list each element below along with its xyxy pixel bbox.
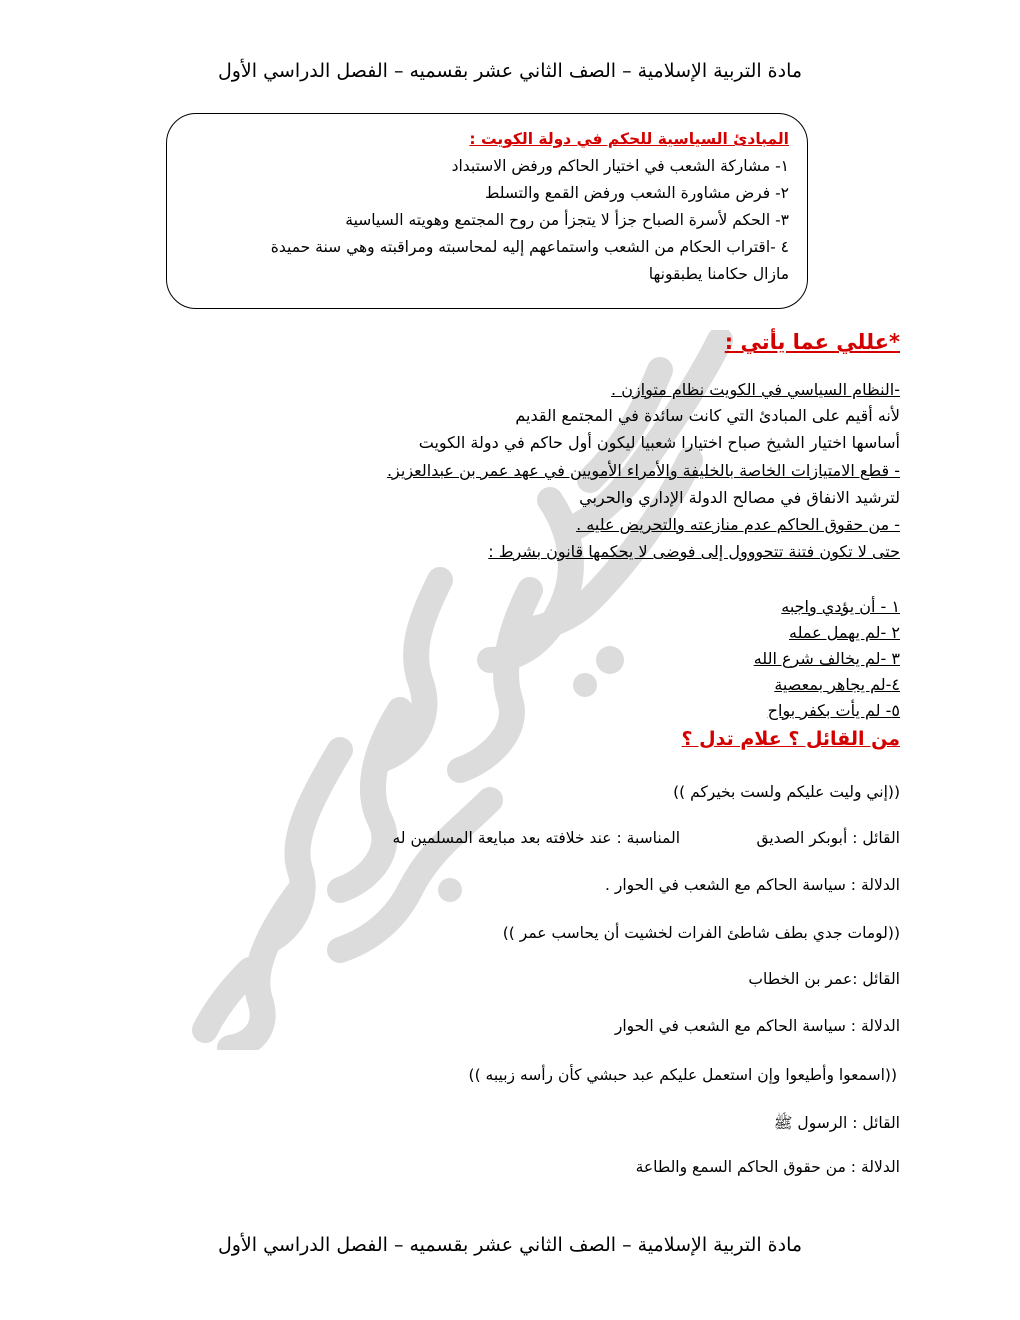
condition-item: ٥- لم يأت بكفر بواح: [767, 701, 900, 720]
explain-line: - من حقوق الحاكم عدم منازعته والتحريض عليه .: [576, 515, 900, 534]
explain-line: أساسها اختيار الشيخ صباح اختيارا شعبيا ليكون أول حاكم في دولة الكويت: [418, 433, 900, 452]
principles-box-content: [181, 126, 789, 288]
explain-line: لأنه أقيم على المبادئ التي كانت سائدة في المجتمع القديم: [515, 406, 900, 425]
occasion-1: المناسبة : عند خلافته بعد مبايعة المسلمين له: [392, 829, 680, 847]
explain-line: - قطع الامتيازات الخاصة بالخليفة والأمراء الأمويين في عهد عمر بن عبدالعزيز.: [386, 461, 900, 480]
principles-title: المبادئ السياسية للحكم في دولة الكويت :: [469, 130, 789, 148]
principle-item: ٢- فرض مشاورة الشعب ورفض القمع والتسلط: [485, 184, 789, 202]
page-footer: مادة التربية الإسلامية – الصف الثاني عشر بقسميه – الفصل الدراسي الأول: [217, 1234, 803, 1256]
condition-item: ٤-لم يجاهر بمعصية: [774, 675, 900, 694]
quote-1: ((إني وليت عليكم ولست بخيركم )): [673, 783, 900, 801]
quote-3: ((اسمعوا وأطيعوا وإن استعمل عليكم عبد حبشي كأن رأسه زبيبه )): [468, 1066, 897, 1084]
principle-item: مازال حكامنا يطبقونها: [648, 265, 789, 283]
principle-item: ١- مشاركة الشعب في اختيار الحاكم ورفض الاستبداد: [451, 157, 789, 175]
page-header: مادة التربية الإسلامية – الصف الثاني عشر بقسميه – الفصل الدراسي الأول: [217, 60, 803, 82]
speaker-1: القائل : أبوبكر الصديق: [756, 829, 900, 847]
condition-item: ٣ -لم يخالف شرع الله: [753, 649, 900, 668]
meaning-2: الدلالة : سياسة الحاكم مع الشعب في الحوار: [614, 1017, 900, 1035]
speaker-section-title: من القائل ؟ علام تدل ؟: [681, 728, 900, 750]
principle-item: ٣- الحكم لأسرة الصباح جزأ لا يتجزأ من روح المجتمع وهويته السياسية: [345, 211, 789, 229]
explain-line: لترشيد الانفاق في مصالح الدولة الإداري والحربي: [579, 488, 900, 507]
quote-2: ((لومات جدي بطف شاطئ الفرات لخشيت أن يحاسب عمر )): [502, 924, 900, 942]
condition-item: ٢ -لم يهمل عمله: [788, 623, 900, 642]
meaning-3: الدلالة : من حقوق الحاكم السمع والطاعة: [635, 1158, 900, 1176]
meaning-1: الدلالة : سياسة الحاكم مع الشعب في الحوار .: [604, 876, 900, 894]
principle-item: ٤ -اقتراب الحكام من الشعب واستماعهم إليه لمحاسبته ومراقبته وهي سنة حميدة: [270, 238, 789, 256]
explain-line: حتى لا تكون فتنة تتحووول إلى فوضى لا يحكمها قانون بشرط :: [488, 542, 900, 561]
condition-item: ١ - أن يؤدي واجبه: [781, 597, 900, 616]
explain-section-title: *عللي عما يأتي :: [724, 330, 900, 354]
speaker-3: القائل : الرسول ﷺ: [773, 1114, 900, 1132]
principles-box: [166, 113, 808, 309]
explain-line: -النظام السياسي في الكويت نظام متوازن .: [611, 380, 900, 399]
speaker-2: القائل :عمر بن الخطاب: [748, 970, 900, 988]
